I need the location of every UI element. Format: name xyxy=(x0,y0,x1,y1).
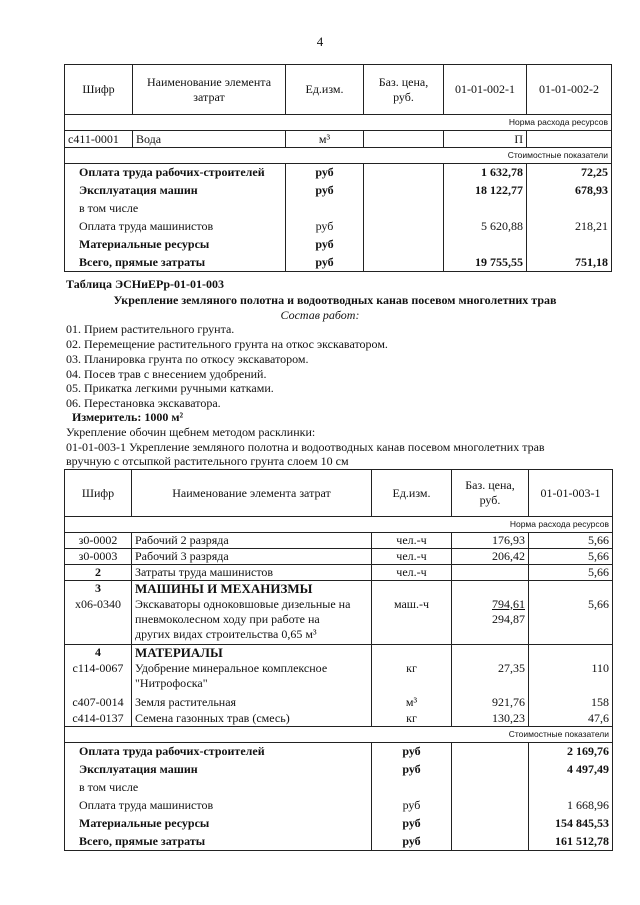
row-value: 5,66 xyxy=(529,533,613,549)
row-value: 47,6 xyxy=(529,711,613,727)
summary-name: Оплата труда машинистов xyxy=(65,797,372,815)
meter: Измеритель: 1000 м² xyxy=(72,410,184,424)
row-name: Рабочий 2 разряда xyxy=(132,533,372,549)
table-1 xyxy=(64,64,612,272)
group-code: 4 xyxy=(65,645,132,661)
summary-unit: руб xyxy=(286,236,364,254)
row-name-cont: "Нитрофоска" xyxy=(135,675,208,690)
row-v1: П xyxy=(444,131,527,148)
summary-value: 4 497,49 xyxy=(529,761,613,779)
summary-row xyxy=(65,254,612,272)
summary-unit: руб xyxy=(372,797,452,815)
summary-row xyxy=(65,164,612,182)
table-row xyxy=(65,597,613,645)
summary-value: 154 845,53 xyxy=(529,815,613,833)
summary-name: Материальные ресурсы xyxy=(65,236,286,254)
work-item: 02. Перемещение растительного грунта на откос экскаватором. xyxy=(66,337,388,351)
summary-name: Всего, прямые затраты xyxy=(65,254,286,272)
table-2 xyxy=(64,469,613,851)
row-value: 110 xyxy=(529,661,613,695)
summary-name: Оплата труда рабочих-строителей xyxy=(65,164,286,182)
row-name-cont: пневмоколесном ходу при работе на xyxy=(135,611,320,626)
row-name: Рабочий 3 разряда xyxy=(132,549,372,565)
summary-name: Оплата труда рабочих-строителей xyxy=(65,743,372,761)
summary-name: Материальные ресурсы xyxy=(65,815,372,833)
summary-row xyxy=(65,236,612,254)
summary-v1: 19 755,55 xyxy=(444,254,527,272)
row-value: 5,66 xyxy=(529,565,613,581)
row-name: Семена газонных трав (смесь) xyxy=(132,711,372,727)
section-heading: Укрепление земляного полотна и водоотводных канав посевом многолетних трав xyxy=(113,293,557,307)
row-price: 794,61 xyxy=(492,596,525,611)
row-price: 176,93 xyxy=(452,533,529,549)
table-row xyxy=(65,533,613,549)
col-header-name: Наименование элемента затрат xyxy=(133,65,286,115)
table-row xyxy=(65,565,613,581)
row-price-alt: 294,87 xyxy=(492,611,525,626)
cost-label: Стоимостные показатели xyxy=(65,148,612,164)
row-unit: м³ xyxy=(372,695,452,711)
row-unit: чел.-ч xyxy=(372,549,452,565)
table-row xyxy=(65,131,612,148)
work-label: Состав работ: xyxy=(280,308,360,322)
summary-row xyxy=(65,761,613,779)
row-name: Вода xyxy=(133,131,286,148)
row-name: Экскаваторы одноковшовые дизельные на xyxy=(135,596,351,611)
col-header-value: 01-01-003-1 xyxy=(529,470,613,517)
summary-unit: руб xyxy=(372,815,452,833)
row-price: 130,23 xyxy=(452,711,529,727)
group-code: 3 xyxy=(65,581,132,597)
table-header-row xyxy=(65,470,613,517)
row-code: з0-0002 xyxy=(65,533,132,549)
col-header-code: Шифр xyxy=(65,470,132,517)
col-header-price: Баз. цена, руб. xyxy=(452,470,529,517)
row-name: Земля растительная xyxy=(132,695,372,711)
summary-name: Эксплуатация машин xyxy=(65,182,286,200)
col-header-price: Баз. цена, руб. xyxy=(364,65,444,115)
row-unit: чел.-ч xyxy=(372,533,452,549)
item-description-cont: вручную с отсыпкой растительного грунта слоем 10 см xyxy=(66,454,349,468)
col-header-name: Наименование элемента затрат xyxy=(132,470,372,517)
table-row xyxy=(65,695,613,711)
page-number: 4 xyxy=(316,34,324,49)
row-name: Удобрение минеральное комплексное xyxy=(135,660,328,675)
norm-label: Норма расхода ресурсов xyxy=(65,115,612,131)
summary-name: Всего, прямые затраты xyxy=(65,833,372,851)
summary-v1: 5 620,88 xyxy=(444,218,527,236)
summary-name: в том числе xyxy=(65,200,286,218)
table-row xyxy=(65,549,613,565)
col-header-unit: Ед.изм. xyxy=(372,470,452,517)
row-unit: кг xyxy=(372,711,452,727)
summary-v2: 751,18 xyxy=(527,254,612,272)
work-item: 04. Посев трав с внесением удобрений. xyxy=(66,367,267,381)
summary-unit: руб xyxy=(286,254,364,272)
cost-label: Стоимостные показатели xyxy=(65,727,613,743)
summary-value: 161 512,78 xyxy=(529,833,613,851)
summary-unit: руб xyxy=(286,182,364,200)
method-text: Укрепление обочин щебнем методом расклинки: xyxy=(66,425,316,439)
row-value: 158 xyxy=(529,695,613,711)
norm-label: Норма расхода ресурсов xyxy=(65,517,613,533)
row-unit: маш.-ч xyxy=(372,597,452,645)
group-title: МАШИНЫ И МЕХАНИЗМЫ xyxy=(132,581,372,597)
row-unit: чел.-ч xyxy=(372,565,452,581)
row-price xyxy=(452,565,529,581)
summary-row xyxy=(65,779,613,797)
work-item: 03. Планировка грунта по откосу экскаватором. xyxy=(66,352,309,366)
summary-value: 2 169,76 xyxy=(529,743,613,761)
summary-row xyxy=(65,797,613,815)
summary-v2: 72,25 xyxy=(527,164,612,182)
row-unit: м³ xyxy=(286,131,364,148)
row-code: з0-0003 xyxy=(65,549,132,565)
work-item: 06. Перестановка экскаватора. xyxy=(66,396,221,410)
group-title: МАТЕРИАЛЫ xyxy=(132,645,372,661)
row-code: с414-0137 xyxy=(65,711,132,727)
row-unit: кг xyxy=(372,661,452,695)
row-name: Затраты труда машинистов xyxy=(132,565,372,581)
row-price: 27,35 xyxy=(452,661,529,695)
row-code: х06-0340 xyxy=(65,597,132,645)
summary-v2: 678,93 xyxy=(527,182,612,200)
work-item: 01. Прием растительного грунта. xyxy=(66,322,235,336)
col-header-unit: Ед.изм. xyxy=(286,65,364,115)
row-price: 921,76 xyxy=(452,695,529,711)
summary-row xyxy=(65,200,612,218)
summary-unit: руб xyxy=(372,833,452,851)
summary-value: 1 668,96 xyxy=(529,797,613,815)
group-row-materials xyxy=(65,645,613,661)
row-code: 2 xyxy=(65,565,132,581)
row-code: с411-0001 xyxy=(65,131,133,148)
summary-name: Оплата труда машинистов xyxy=(65,218,286,236)
row-price xyxy=(364,131,444,148)
row-value: 5,66 xyxy=(529,597,613,645)
summary-row xyxy=(65,815,613,833)
summary-row xyxy=(65,182,612,200)
row-code: с114-0067 xyxy=(65,661,132,695)
table-row xyxy=(65,661,613,695)
summary-row xyxy=(65,833,613,851)
summary-v1: 18 122,77 xyxy=(444,182,527,200)
table-header-row xyxy=(65,65,612,115)
summary-unit: руб xyxy=(286,164,364,182)
row-code: с407-0014 xyxy=(65,695,132,711)
summary-name: Эксплуатация машин xyxy=(65,761,372,779)
summary-v1: 1 632,78 xyxy=(444,164,527,182)
row-v2 xyxy=(527,131,612,148)
col-header-v2: 01-01-002-2 xyxy=(527,65,612,115)
row-value: 5,66 xyxy=(529,549,613,565)
col-header-code: Шифр xyxy=(65,65,133,115)
summary-unit: руб xyxy=(372,743,452,761)
summary-name: в том числе xyxy=(65,779,372,797)
item-description: 01-01-003-1 Укрепление земляного полотна и водоотводных канав посевом многолетних трав xyxy=(66,440,545,454)
work-item: 05. Прикатка легкими ручными катками. xyxy=(66,381,274,395)
summary-unit: руб xyxy=(372,761,452,779)
summary-unit: руб xyxy=(286,218,364,236)
table-title: Таблица ЭСНиЕРр-01-01-003 xyxy=(66,277,225,291)
group-row-machines xyxy=(65,581,613,597)
col-header-v1: 01-01-002-1 xyxy=(444,65,527,115)
row-price: 206,42 xyxy=(452,549,529,565)
summary-row xyxy=(65,743,613,761)
row-name-cont: других видах строительства 0,65 м³ xyxy=(135,626,317,641)
summary-v2: 218,21 xyxy=(527,218,612,236)
summary-row xyxy=(65,218,612,236)
table-row xyxy=(65,711,613,727)
